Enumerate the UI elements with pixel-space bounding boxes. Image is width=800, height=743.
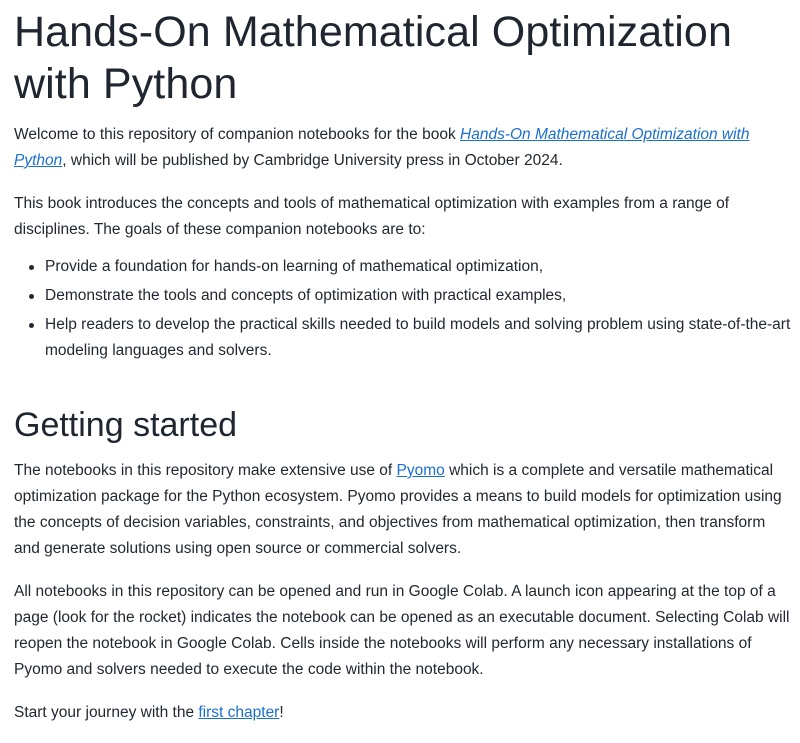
list-item [14, 312, 794, 364]
pyomo-text-after: which is a complete and versatile mathematical optimization package for the Python ecosystem. Pyomo provides a means to build models for optimization using the concepts of decision variables, constraints, and objectives from mathematical optimization, then transform and generate solutions using open source or commercial solvers. [14, 462, 782, 557]
overview-paragraph: This book introduces the concepts and tools of mathematical optimization with examples from a range of disciplines. The goals of these companion notebooks are to: [14, 195, 730, 238]
list-item-text: Provide a foundation for hands-on learning of mathematical optimization, [45, 258, 544, 275]
list-item [14, 283, 794, 309]
list-item-text: Help readers to develop the practical skills needed to build models and solving problem using state-of-the-art modeling languages and solvers. [45, 316, 791, 359]
section-heading-getting-started: Getting started [14, 406, 238, 444]
bullet-icon [29, 294, 34, 299]
journey-paragraph [14, 700, 794, 726]
list-item-text: Demonstrate the tools and concepts of optimization with practical examples, [45, 287, 567, 304]
book-link[interactable]: Hands-On Mathematical Optimization with Python [14, 126, 750, 169]
intro-text-after: , which will be published by Cambridge University press in October 2024. [62, 152, 563, 169]
intro-text-before: Welcome to this repository of companion notebooks for the book [14, 126, 461, 143]
journey-text-after: ! [279, 704, 284, 721]
pyomo-paragraph [14, 458, 794, 562]
pyomo-link[interactable]: Pyomo [396, 462, 445, 479]
page-title: Hands-On Mathematical Optimization with Python [14, 8, 732, 108]
colab-paragraph: All notebooks in this repository can be opened and run in Google Colab. A launch icon appearing at the top of a page (look for the rocket) indicates the notebook can be opened as an executable document. Selecting Colab will reopen the notebook in Google Colab. Cells inside the notebooks will perform any necessary installations of Pyomo and solvers needed to execute the code within the notebook. [14, 583, 790, 678]
bullet-icon [29, 323, 34, 328]
first-chapter-link[interactable]: first chapter [198, 704, 280, 721]
goals-list [14, 254, 794, 364]
intro-paragraph [14, 122, 794, 174]
pyomo-text-before: The notebooks in this repository make extensive use of [14, 462, 397, 479]
journey-text-before: Start your journey with the [14, 704, 199, 721]
bullet-icon [29, 265, 34, 270]
list-item [14, 254, 794, 280]
